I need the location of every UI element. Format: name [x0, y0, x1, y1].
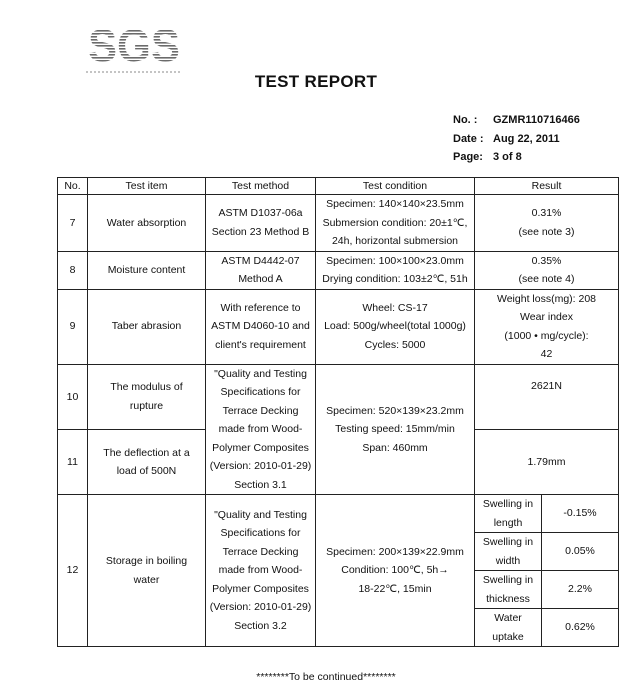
- header-test-method: Test method: [206, 178, 316, 195]
- sgs-logo: [86, 18, 182, 74]
- row-test-method: ASTM D4442-07 Method A: [206, 251, 316, 289]
- row-test-condition: Specimen: 140×140×23.5mm Submersion condition: 20±1℃, 24h, horizontal submersion: [316, 195, 475, 252]
- row-test-method: With reference to ASTM D4060-10 and client's requirement: [206, 289, 316, 364]
- row-test-condition: Wheel: CS-17 Load: 500g/wheel(total 1000g) Cycles: 5000: [316, 289, 475, 364]
- report-no-label: No. :: [453, 114, 478, 126]
- row-no: 11: [58, 430, 88, 495]
- row-test-condition: Specimen: 200×139×22.9mm Condition: 100℃, 5h→ 18-22℃, 15min: [316, 495, 475, 647]
- test-results-table: [57, 177, 619, 647]
- row-test-item: The modulus of rupture: [88, 364, 206, 430]
- report-page-value: 3 of 8: [493, 151, 522, 163]
- header-test-condition: Test condition: [316, 178, 475, 195]
- row-test-method: "Quality and Testing Specifications for Terrace Decking made from Wood- Polymer Composites (Version: 2010-01-29) Section 3.2: [206, 495, 316, 647]
- row-test-item: Water absorption: [88, 195, 206, 252]
- header-no: No.: [58, 178, 88, 195]
- table-row: [58, 289, 619, 364]
- sub-result-label: Swelling in length: [475, 495, 542, 533]
- report-title: TEST REPORT: [254, 72, 378, 91]
- row-no: 8: [58, 251, 88, 289]
- row-test-item: Taber abrasion: [88, 289, 206, 364]
- table-row: [58, 495, 619, 533]
- row-result: Weight loss(mg): 208 Wear index (1000 • mg/cycle): 42: [475, 289, 619, 364]
- header-result: Result: [475, 178, 619, 195]
- row-no: 7: [58, 195, 88, 252]
- row-no: 9: [58, 289, 88, 364]
- report-page-label: Page:: [453, 151, 483, 163]
- row-result: 1.79mm: [475, 430, 619, 495]
- table-row: [58, 251, 619, 289]
- sub-result-value: 2.2%: [542, 571, 619, 609]
- sub-result-value: 0.05%: [542, 533, 619, 571]
- row-result: 0.31% (see note 3): [475, 195, 619, 252]
- report-date-label: Date :: [453, 132, 484, 145]
- table-row: [58, 195, 619, 252]
- table-header-row: [58, 178, 619, 195]
- report-no-value: GZMR110716466: [493, 114, 580, 126]
- sub-result-label: Water uptake: [475, 609, 542, 647]
- row-test-condition: Specimen: 100×100×23.0mm Drying condition: 103±2℃, 51h: [316, 251, 475, 289]
- row-no: 10: [58, 364, 88, 430]
- sub-result-label: Swelling in width: [475, 533, 542, 571]
- table-row: [58, 364, 619, 430]
- row-test-method: "Quality and Testing Specifications for Terrace Decking made from Wood- Polymer Composites (Version: 2010-01-29) Section 3.1: [206, 364, 316, 495]
- row-test-condition: Specimen: 520×139×23.2mm Testing speed: 15mm/min Span: 460mm: [316, 364, 475, 495]
- svg-text:SGS: SGS: [88, 20, 180, 71]
- row-test-item: Storage in boiling water: [88, 495, 206, 647]
- sub-result-label: Swelling in thickness: [475, 571, 542, 609]
- row-result: 2621N: [475, 364, 619, 430]
- row-test-item: The deflection at a load of 500N: [88, 430, 206, 495]
- row-test-item: Moisture content: [88, 251, 206, 289]
- row-result: 0.35% (see note 4): [475, 251, 619, 289]
- sub-result-value: 0.62%: [542, 609, 619, 647]
- sub-result-value: -0.15%: [542, 495, 619, 533]
- report-meta: [453, 111, 580, 167]
- row-no: 12: [58, 495, 88, 647]
- continued-footer: ********To be continued********: [256, 671, 396, 683]
- row-test-method: ASTM D1037-06a Section 23 Method B: [206, 195, 316, 252]
- header-test-item: Test item: [88, 178, 206, 195]
- report-date-value: Aug 22, 2011: [493, 132, 560, 145]
